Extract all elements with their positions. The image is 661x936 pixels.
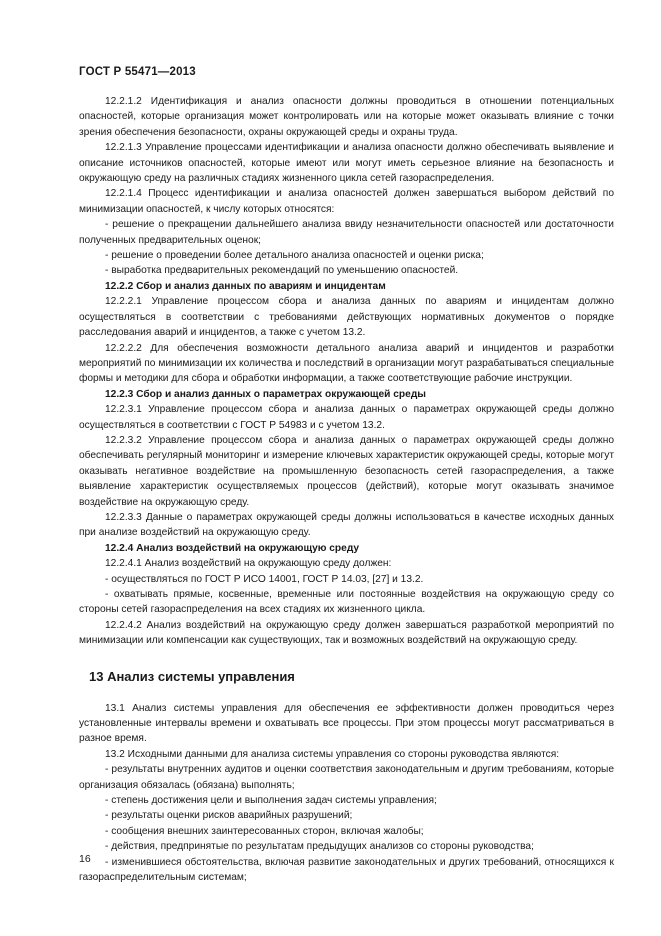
subsection-heading: 12.2.4 Анализ воздействий на окружающую среду [105, 542, 360, 554]
paragraph: 12.2.2.2 Для обеспечения возможности детального анализа аварий и инцидентов и разработки мероприятий по минимизации их количества и последствий в организации могут разрабатываться специальные формы и методики для сбора и обработки информации, а также соответствующие рабочие инструкции. [79, 342, 614, 385]
paragraph: 12.2.3.3 Данные о параметрах окружающей среды должны использоваться в качестве исходных данных при анализе воздействий на окружающую среду. [79, 511, 614, 539]
paragraph: 12.2.4.2 Анализ воздействий на окружающую среду должен завершаться разработкой мероприятий по минимизации или компенсации как существующих, так и возможных воздействий на окружающую среду. [79, 619, 614, 647]
paragraph: 12.2.3.2 Управление процессом сбора и анализа данных о параметрах окружающей среды должно обеспечивать регулярный мониторинг и измерение ключевых характеристик окружающей среды, которые могут оказывать негативное воздействие на промышленную безопасность сетей газораспределения, а также выявление характеристик осуществляемых процессов (действий), которые могут оказывать значимое воздействие на окружающую среду. [79, 434, 614, 508]
paragraph: - охватывать прямые, косвенные, временные или постоянные воздействия на окружающую среду со стороны сетей газораспределения на всех стадиях их жизненного цикла. [79, 589, 614, 616]
paragraph: - результаты оценки рисков аварийных разрушений; [105, 810, 353, 822]
subsection-heading: 12.2.3 Сбор и анализ данных о параметрах окружающей среды [105, 388, 426, 400]
subsection-heading: 12.2.2 Сбор и анализ данных по авариям и инцидентам [105, 280, 386, 292]
paragraph: 12.2.3.1 Управление процессом сбора и анализа данных о параметрах окружающей среды должно осуществляться в соответствии с ГОСТ Р 54983 и с учетом 13.2. [79, 404, 614, 431]
section-13-title: 13 Анализ системы управления [89, 668, 295, 684]
paragraph: 12.2.1.2 Идентификация и анализ опасности должны проводиться в отношении потенциальных опасностей, которые организация может контролировать или на которые может оказывать влияние с точки зрения обеспечения безопасности, охраны окружающей среды и охраны труда. [79, 96, 614, 138]
section-13-body [79, 701, 614, 886]
paragraph: 12.2.2.1 Управление процессом сбора и анализа данных по авариям и инцидентам должно осуществляться в соответствии с требованиями действующих нормативных документов о порядке расследования аварий и инцидентов, а также с учетом 13.2. [79, 296, 614, 339]
paragraph: - изменившиеся обстоятельства, включая развитие законодательных и других требований, относящихся к газораспределительным системам; [79, 856, 614, 884]
paragraph: 13.2 Исходными данными для анализа системы управления со стороны руководства являются: [105, 748, 560, 760]
page-number: 16 [79, 853, 91, 865]
paragraph: - выработка предварительных рекомендаций по уменьшению опасностей. [105, 265, 459, 277]
paragraph: 12.2.1.4 Процесс идентификации и анализа опасностей должен завершаться выбором действий по минимизации опасностей, к числу которых относятся: [79, 188, 614, 215]
document-body [79, 94, 614, 886]
paragraph: - решение о проведении более детального анализа опасностей и оценки риска; [105, 250, 484, 262]
paragraph: - степень достижения цели и выполнения задач системы управления; [105, 795, 437, 807]
document-header: ГОСТ Р 55471—2013 [79, 66, 196, 78]
paragraph: - осуществляться по ГОСТ Р ИСО 14001, ГОСТ Р 14.03, [27] и 13.2. [105, 573, 424, 585]
paragraph: - решение о прекращении дальнейшего анализа ввиду незначительности опасностей или достаточности полученных предварительных оценок; [79, 219, 614, 246]
paragraph: 12.2.4.1 Анализ воздействий на окружающую среду должен: [105, 558, 392, 570]
paragraph: 12.2.1.3 Управление процессами идентификации и анализа опасности должно обеспечивать выявление и описание источников опасностей, которые имеют или могут иметь серьезное влияние на безопасность и окружающую среду на различных стадиях жизненного цикла сетей газораспределения. [79, 142, 614, 185]
paragraph: - результаты внутренних аудитов и оценки соответствия законодательным и другим требованиям, которые организация обязалась (обязана) выполнять; [79, 764, 614, 791]
paragraph: - сообщения внешних заинтересованных сторон, включая жалобы; [105, 825, 424, 837]
paragraph: 13.1 Анализ системы управления для обеспечения ее эффективности должен проводиться через установленные интервалы времени и охватывать все процессы. При этом процессы могут рассматриваться в разное время. [79, 702, 614, 745]
paragraph: - действия, предпринятые по результатам предыдущих анализов со стороны руководства; [105, 841, 534, 853]
subsection-12-2 [79, 94, 614, 649]
